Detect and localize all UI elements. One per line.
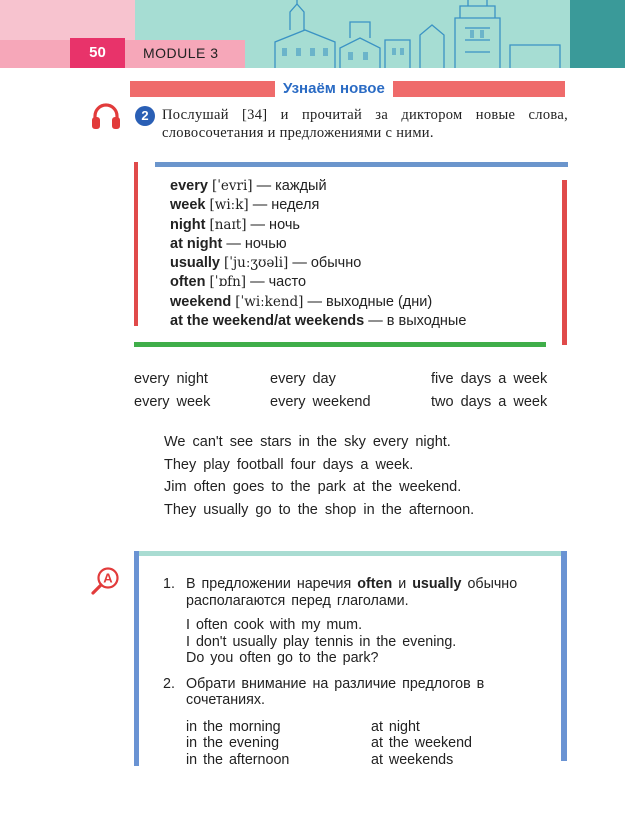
task-instruction: Послушай [34] и прочитай за диктором новые слова, словосочетания и предложениями с ними. xyxy=(162,107,568,141)
example-line: I don't usually play tennis in the evening. xyxy=(186,633,457,650)
preposition-table xyxy=(186,719,543,769)
vocab-translation: — часто xyxy=(250,274,307,291)
vocab-transcription: [ˈjuːʒʊəli] xyxy=(224,255,289,272)
vocab-translation: — ночь xyxy=(250,216,300,233)
vocab-entry xyxy=(170,312,466,331)
header-teal-dark-band xyxy=(570,0,625,68)
grammar-marker-letter: A xyxy=(103,570,113,586)
vocab-transcription: [ˈevri] xyxy=(211,178,253,194)
vocab-transcription: [ˈwiːkend] xyxy=(235,293,304,310)
vocab-word: weekend xyxy=(170,293,232,310)
vocab-entry xyxy=(170,196,466,215)
vocab-translation: — в выходные xyxy=(368,313,467,330)
phrase: every week xyxy=(134,394,211,410)
phrase: five days a week xyxy=(431,371,548,387)
module-label: MODULE 3 xyxy=(143,45,219,61)
vocab-box-bottom-border xyxy=(134,342,546,347)
grammar-magnifier-icon xyxy=(90,566,120,596)
rule-box-right-border xyxy=(561,551,567,761)
vocab-entry xyxy=(170,216,466,235)
vocab-entry xyxy=(170,177,466,196)
rule-box-top-border xyxy=(134,551,567,556)
phrase: every weekend xyxy=(270,394,371,410)
preposition-row: in the afternoon at weekends xyxy=(186,751,454,768)
vocab-translation: — неделя xyxy=(252,197,320,214)
vocab-transcription: [ˈɒfn] xyxy=(209,274,247,291)
vocab-word: at night xyxy=(170,235,223,252)
phrase: every night xyxy=(134,371,208,387)
vocab-word: usually xyxy=(170,255,220,272)
phrase: two days a week xyxy=(431,394,548,410)
vocab-translation: — выходные (дни) xyxy=(307,293,433,310)
rule-examples xyxy=(186,617,543,667)
vocab-word: every xyxy=(170,178,208,194)
vocab-entry xyxy=(170,254,466,273)
vocab-word: night xyxy=(170,216,206,233)
phrase: every day xyxy=(270,371,336,387)
vocab-translation: — обычно xyxy=(292,255,362,272)
vocab-word: at the weekend/at weekends xyxy=(170,313,365,330)
grammar-rules xyxy=(163,576,543,768)
preposition-row: in the morning at night xyxy=(186,718,420,735)
sentence: They usually go to the shop in the afternoon. xyxy=(164,501,475,518)
vocab-transcription: [wiːk] xyxy=(209,197,249,214)
vocab-entry xyxy=(170,273,466,292)
vocab-translation: — каждый xyxy=(256,178,327,194)
headphones-icon xyxy=(90,101,122,131)
rule-number: 1. xyxy=(163,576,175,592)
vocab-box-right-border xyxy=(562,180,567,345)
rule-box-left-border xyxy=(134,551,139,766)
section-title: Узнаём новое xyxy=(275,78,393,100)
vocab-translation: — ночью xyxy=(226,235,287,252)
vocab-transcription: [naɪt] xyxy=(209,216,247,233)
task-number-badge: 2 xyxy=(135,106,155,126)
vocab-box-left-border xyxy=(134,162,138,326)
rule-text: Обрати внимание на различие предлогов в сочетаниях. xyxy=(186,675,485,708)
sentence: Jim often goes to the park at the weekend. xyxy=(164,479,462,495)
sentence: They play football four days a week. xyxy=(164,456,414,473)
vocab-box-top-border xyxy=(155,162,568,167)
example-line: Do you often go to the park? xyxy=(186,650,379,666)
rule-text: В предложении наречия often и usually обычно располагаются перед глаголами. xyxy=(186,576,518,609)
preposition-row: in the evening at the weekend xyxy=(186,735,472,751)
vocabulary-list xyxy=(170,177,466,331)
rule-item xyxy=(163,576,543,667)
vocab-word: often xyxy=(170,274,206,291)
vocab-entry xyxy=(170,235,466,254)
page-number: 50 xyxy=(70,38,125,68)
vocab-entry xyxy=(170,293,466,312)
vocab-word: week xyxy=(170,197,206,214)
city-skyline-illustration xyxy=(260,0,570,68)
sentence: We can't see stars in the sky every night. xyxy=(164,434,451,450)
rule-number: 2. xyxy=(163,675,175,692)
example-line: I often cook with my mum. xyxy=(186,617,363,633)
example-sentences xyxy=(164,431,474,521)
rule-item xyxy=(163,676,543,769)
